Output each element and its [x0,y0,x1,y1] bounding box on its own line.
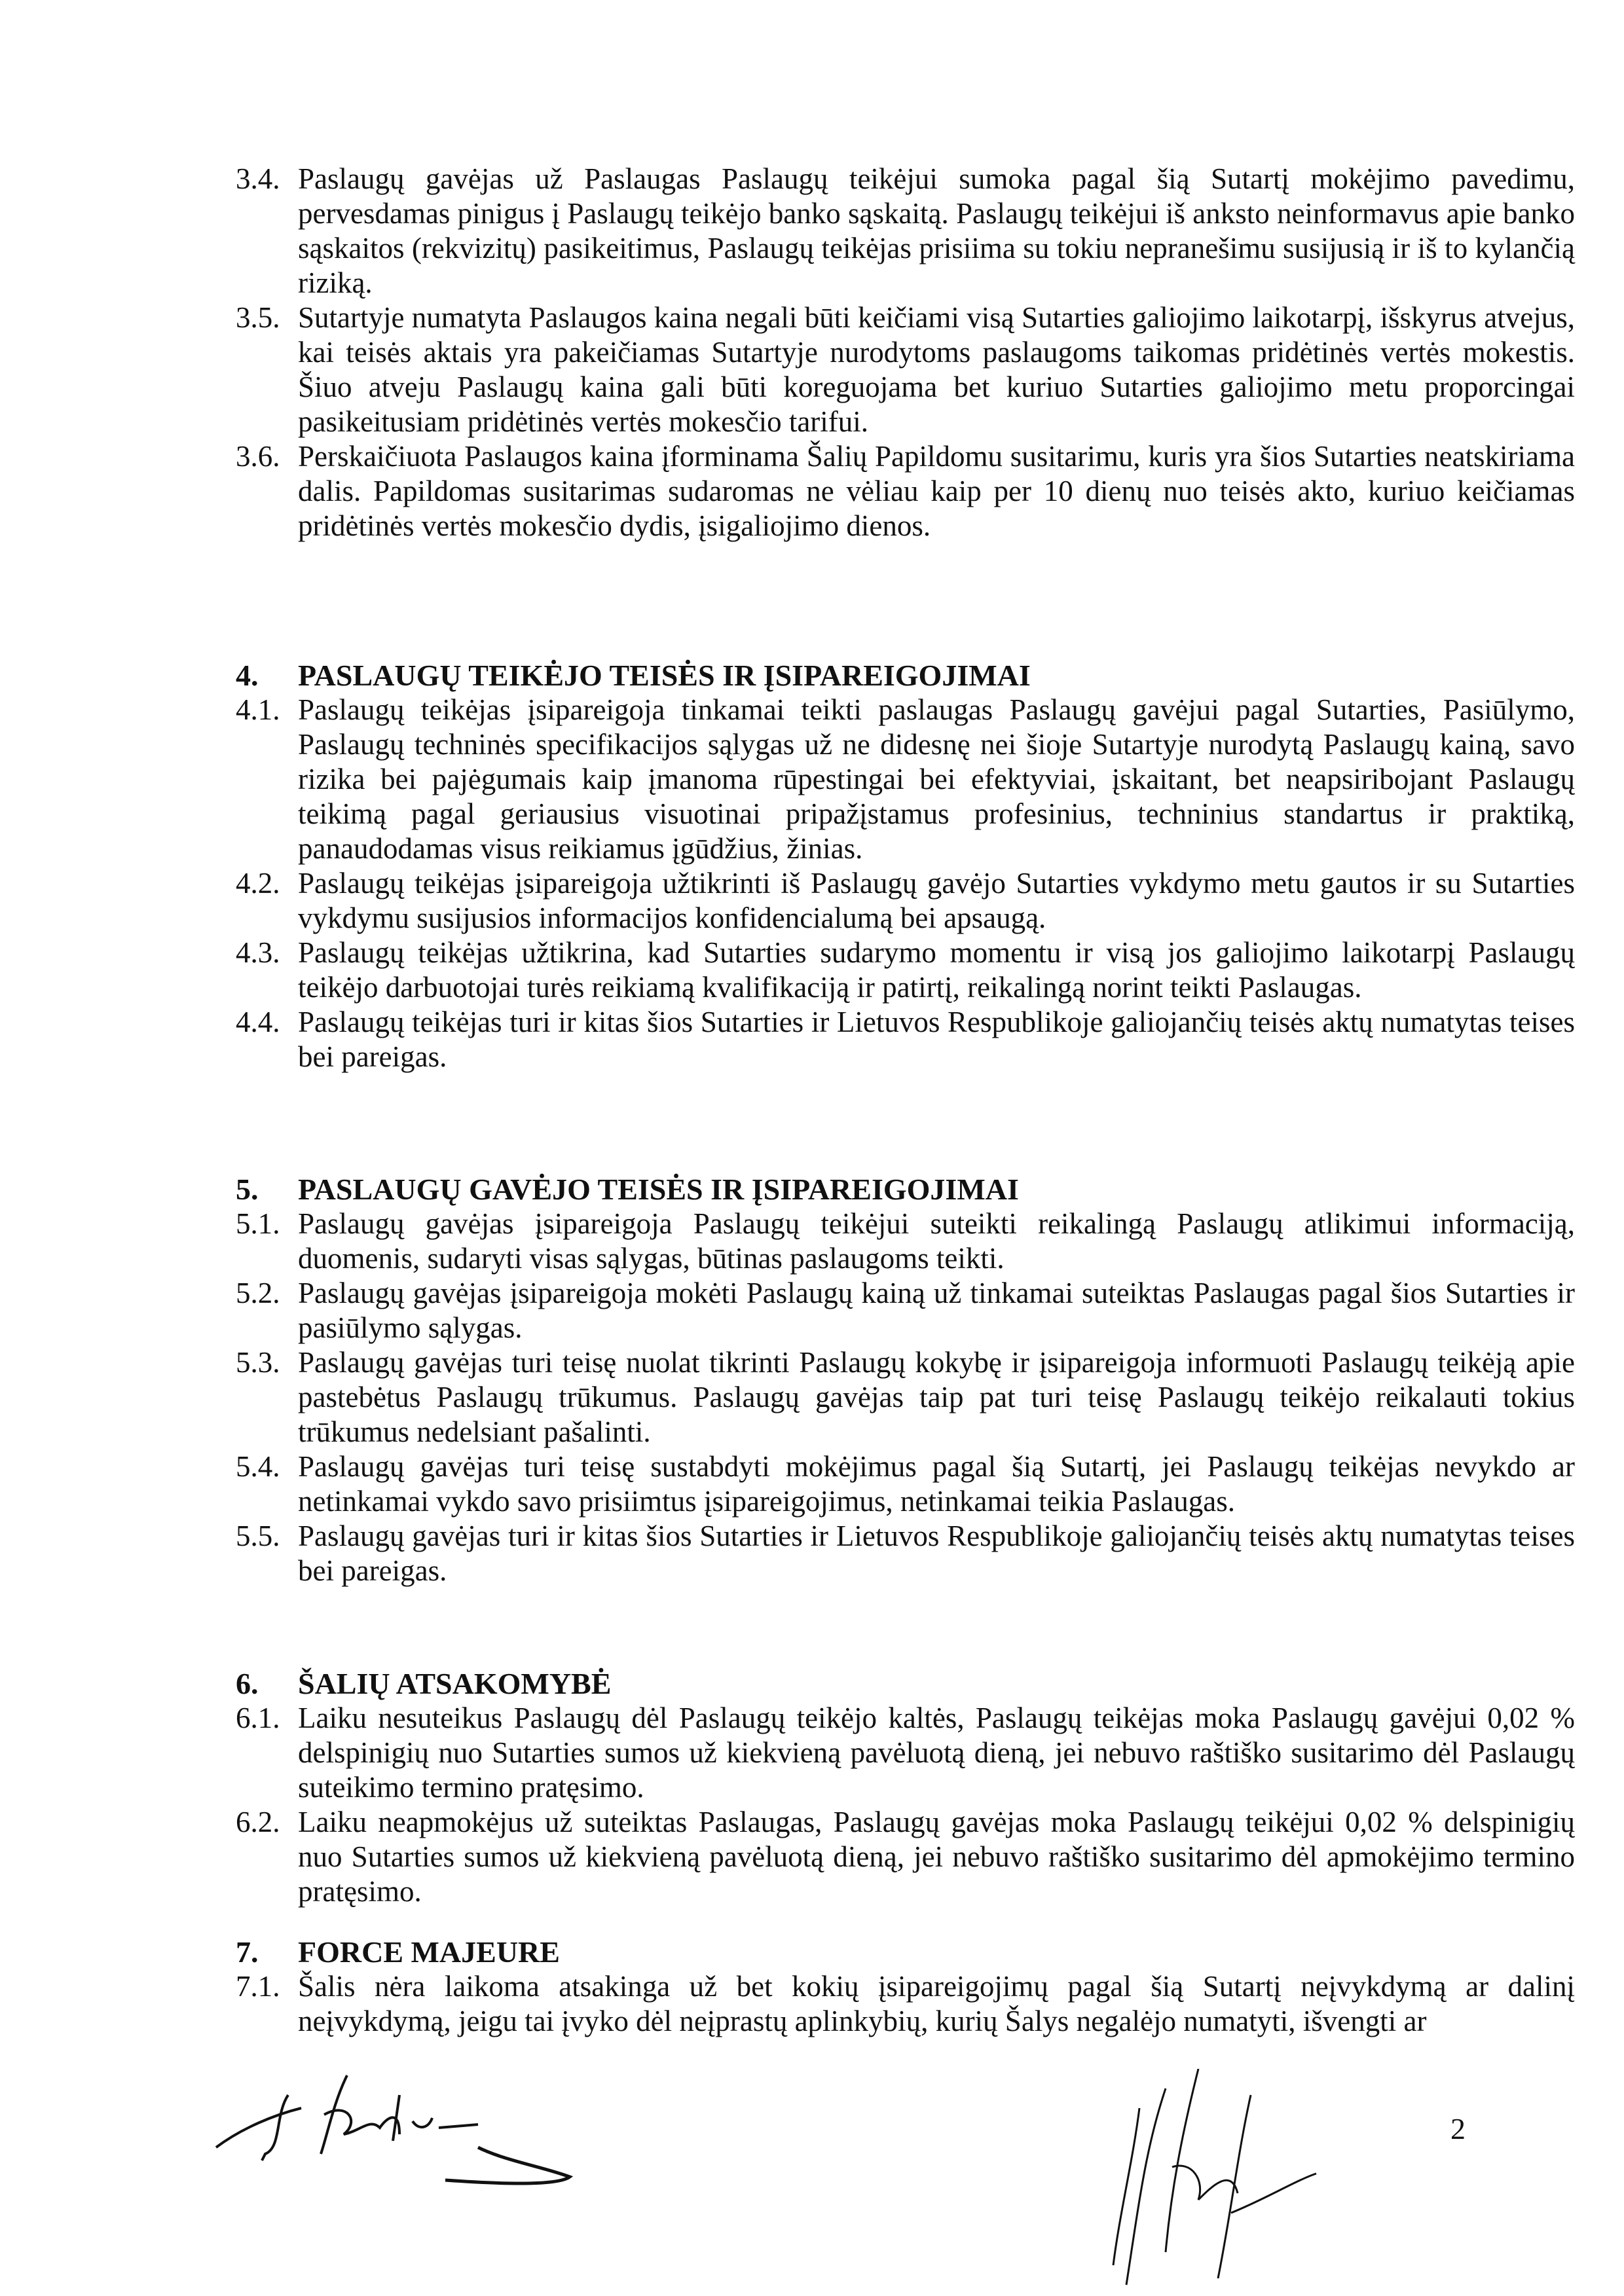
clause-4-1 [236,693,1575,866]
clause-text: Perskaičiuota Paslaugos kaina įforminama Šalių Papildomu susitarimu, kuris yra šios Sutarties neatskiriama dalis. Papildomas susitarimas sudaromas ne vėliau kaip per 10 dienų nuo teisės akto, kuriuo keičiamas pridėtinės vertės mokesčio dydis, įsigaliojimo dienos. [298,440,1575,542]
clause-text: Paslaugų gavėjas turi ir kitas šios Sutarties ir Lietuvos Respublikoje galiojančių teisės aktų numatytas teises bei pareigas. [298,1520,1575,1587]
clause-text: Paslaugų gavėjas už Paslaugas Paslaugų teikėjui sumoka pagal šią Sutartį mokėjimo pavedimu, pervesdamas pinigus į Paslaugų teikėjo banko sąskaitą. Paslaugų teikėjui iš anksto neinformavus apie banko sąskaitos (rekvizitų) pasikeitimus, Paslaugų teikėjas prisiima su tokiu nepranešimu susijusią ir iš to kylančią riziką. [298,162,1575,299]
signature-left [203,2056,629,2206]
section-4 [236,658,1575,1074]
section-title: FORCE MAJEURE [298,1935,560,1969]
clause-number: 5.1. [236,1207,280,1240]
clause-number: 4.2. [236,867,280,900]
clause-text: Sutartyje numatyta Paslaugos kaina negali būti keičiami visą Sutarties galiojimo laikotarpį, išskyrus atvejus, kai teisės aktais yra pakeičiamas Sutartyje nurodytoms paslaugoms taikomas pridėtinės vertės mokestis. Šiuo atveju Paslaugų kaina gali būti koreguojama bet kuriuo Sutarties galiojimo metu proporcingai pasikeitusiam pridėtinės vertės mokesčio tarifui. [298,301,1575,438]
clause-text: Paslaugų teikėjas užtikrina, kad Sutarties sudarymo momentu ir visą jos galiojimo laikotarpį Paslaugų teikėjo darbuotojai turės reikiamą kvalifikaciją ir patirtį, reikalingą norint teikti Paslaugas. [298,936,1575,1004]
section-5 [236,1172,1575,1588]
clause-5-5 [236,1519,1575,1588]
section-6 [236,1666,1575,1909]
clause-text: Paslaugų teikėjas turi ir kitas šios Sutarties ir Lietuvos Respublikoje galiojančių teisės aktų numatytas teises bei pareigas. [298,1006,1575,1073]
clause-number: 7.1. [236,1970,280,2003]
clause-5-1 [236,1207,1575,1276]
section-heading [236,1935,1575,1969]
clause-number: 4.4. [236,1006,280,1038]
page-number: 2 [1450,2112,1466,2145]
clause-4-4 [236,1005,1575,1074]
section-number: 6. [236,1667,259,1700]
clause-6-1 [236,1701,1575,1805]
section-number: 4. [236,659,259,692]
clause-text: Paslaugų gavėjas įsipareigoja Paslaugų teikėjui suteikti reikalingą Paslaugų atlikimui informaciją, duomenis, sudaryti visas sąlygas, būtinas paslaugoms teikti. [298,1207,1575,1275]
section-title: ŠALIŲ ATSAKOMYBĖ [298,1667,612,1700]
clause-3-5 [236,301,1575,439]
clause-4-2 [236,866,1575,936]
section-number: 7. [236,1935,259,1969]
clause-number: 5.5. [236,1520,280,1552]
section-3-continued [236,162,1575,543]
clause-number: 3.6. [236,440,280,473]
clause-text: Paslaugų teikėjas įsipareigoja užtikrinti iš Paslaugų gavėjo Sutarties vykdymo metu gautos ir su Sutarties vykdymu susijusios informacijos konfidencialumą bei apsaugą. [298,867,1575,934]
clause-text: Šalis nėra laikoma atsakinga už bet kokių įsipareigojimų pagal šią Sutartį neįvykdymą ar dalinį neįvykdymą, jeigu tai įvyko dėl neįprastų aplinkybių, kurių Šalys negalėjo numatyti, išvengti ar [298,1970,1575,2037]
clause-5-2 [236,1276,1575,1345]
clause-text: Laiku nesuteikus Paslaugų dėl Paslaugų teikėjo kaltės, Paslaugų teikėjas moka Paslaugų gavėjui 0,02 % delspinigių nuo Sutarties sumos už kiekvieną pavėluotą dieną, jei nebuvo raštiško susitarimo dėl Paslaugų suteikimo termino pratęsimo. [298,1702,1575,1804]
clause-7-1 [236,1969,1575,2039]
clause-text: Paslaugų gavėjas turi teisę nuolat tikrinti Paslaugų kokybę ir įsipareigoja informuoti Paslaugų teikėją apie pastebėtus Paslaugų trūkumus. Paslaugų gavėjas taip pat turi teisę Paslaugų teikėjo reikalauti tokius trūkumus nedelsiant pašalinti. [298,1346,1575,1448]
clause-number: 5.2. [236,1277,280,1309]
clause-number: 4.1. [236,693,280,726]
clause-3-6 [236,439,1575,543]
clause-4-3 [236,936,1575,1005]
signature-right [1100,2069,1401,2291]
section-heading [236,1172,1575,1207]
section-heading [236,1666,1575,1701]
clause-number: 5.4. [236,1450,280,1483]
clause-text: Paslaugų gavėjas turi teisę sustabdyti mokėjimus pagal šią Sutartį, jei Paslaugų teikėjas nevykdo ar netinkamai vykdo savo prisiimtus įsipareigojimus, netinkamai teikia Paslaugas. [298,1450,1575,1518]
section-number: 5. [236,1173,259,1206]
clause-number: 3.4. [236,162,280,195]
clause-text: Laiku neapmokėjus už suteiktas Paslaugas, Paslaugų gavėjas moka Paslaugų teikėjui 0,02 % delspinigių nuo Sutarties sumos už kiekvieną pavėluotą dieną, jei nebuvo raštiško susitarimo dėl apmokėjimo termino pratęsimo. [298,1806,1575,1908]
clause-5-4 [236,1449,1575,1519]
clause-3-4 [236,162,1575,301]
clause-number: 6.2. [236,1806,280,1838]
clause-number: 6.1. [236,1702,280,1734]
clause-number: 3.5. [236,301,280,334]
section-heading [236,658,1575,693]
clause-text: Paslaugų gavėjas įsipareigoja mokėti Paslaugų kainą už tinkamai suteiktas Paslaugas pagal šios Sutarties ir pasiūlymo sąlygas. [298,1277,1575,1344]
section-title: PASLAUGŲ GAVĖJO TEISĖS IR ĮSIPAREIGOJIMAI [298,1173,1019,1206]
clause-6-2 [236,1805,1575,1909]
clause-number: 4.3. [236,936,280,969]
section-title: PASLAUGŲ TEIKĖJO TEISĖS IR ĮSIPAREIGOJIMAI [298,659,1031,692]
section-7 [236,1935,1575,2039]
clause-number: 5.3. [236,1346,280,1379]
clause-text: Paslaugų teikėjas įsipareigoja tinkamai teikti paslaugas Paslaugų gavėjui pagal Sutarties, Pasiūlymo, Paslaugų techninės specifikacijos sąlygas už ne didesnę nei šioje Sutartyje nurodytą Paslaugų kainą, savo rizika bei pajėgumais kaip įmanoma rūpestingai bei efektyviai, įskaitant, bet neapsiribojant Paslaugų teikimą pagal geriausius visuotinai pripažįstamus profesinius, techninius standartus ir praktiką, panaudodamas visus reikiamus įgūdžius, žinias. [298,693,1575,865]
clause-5-3 [236,1345,1575,1449]
